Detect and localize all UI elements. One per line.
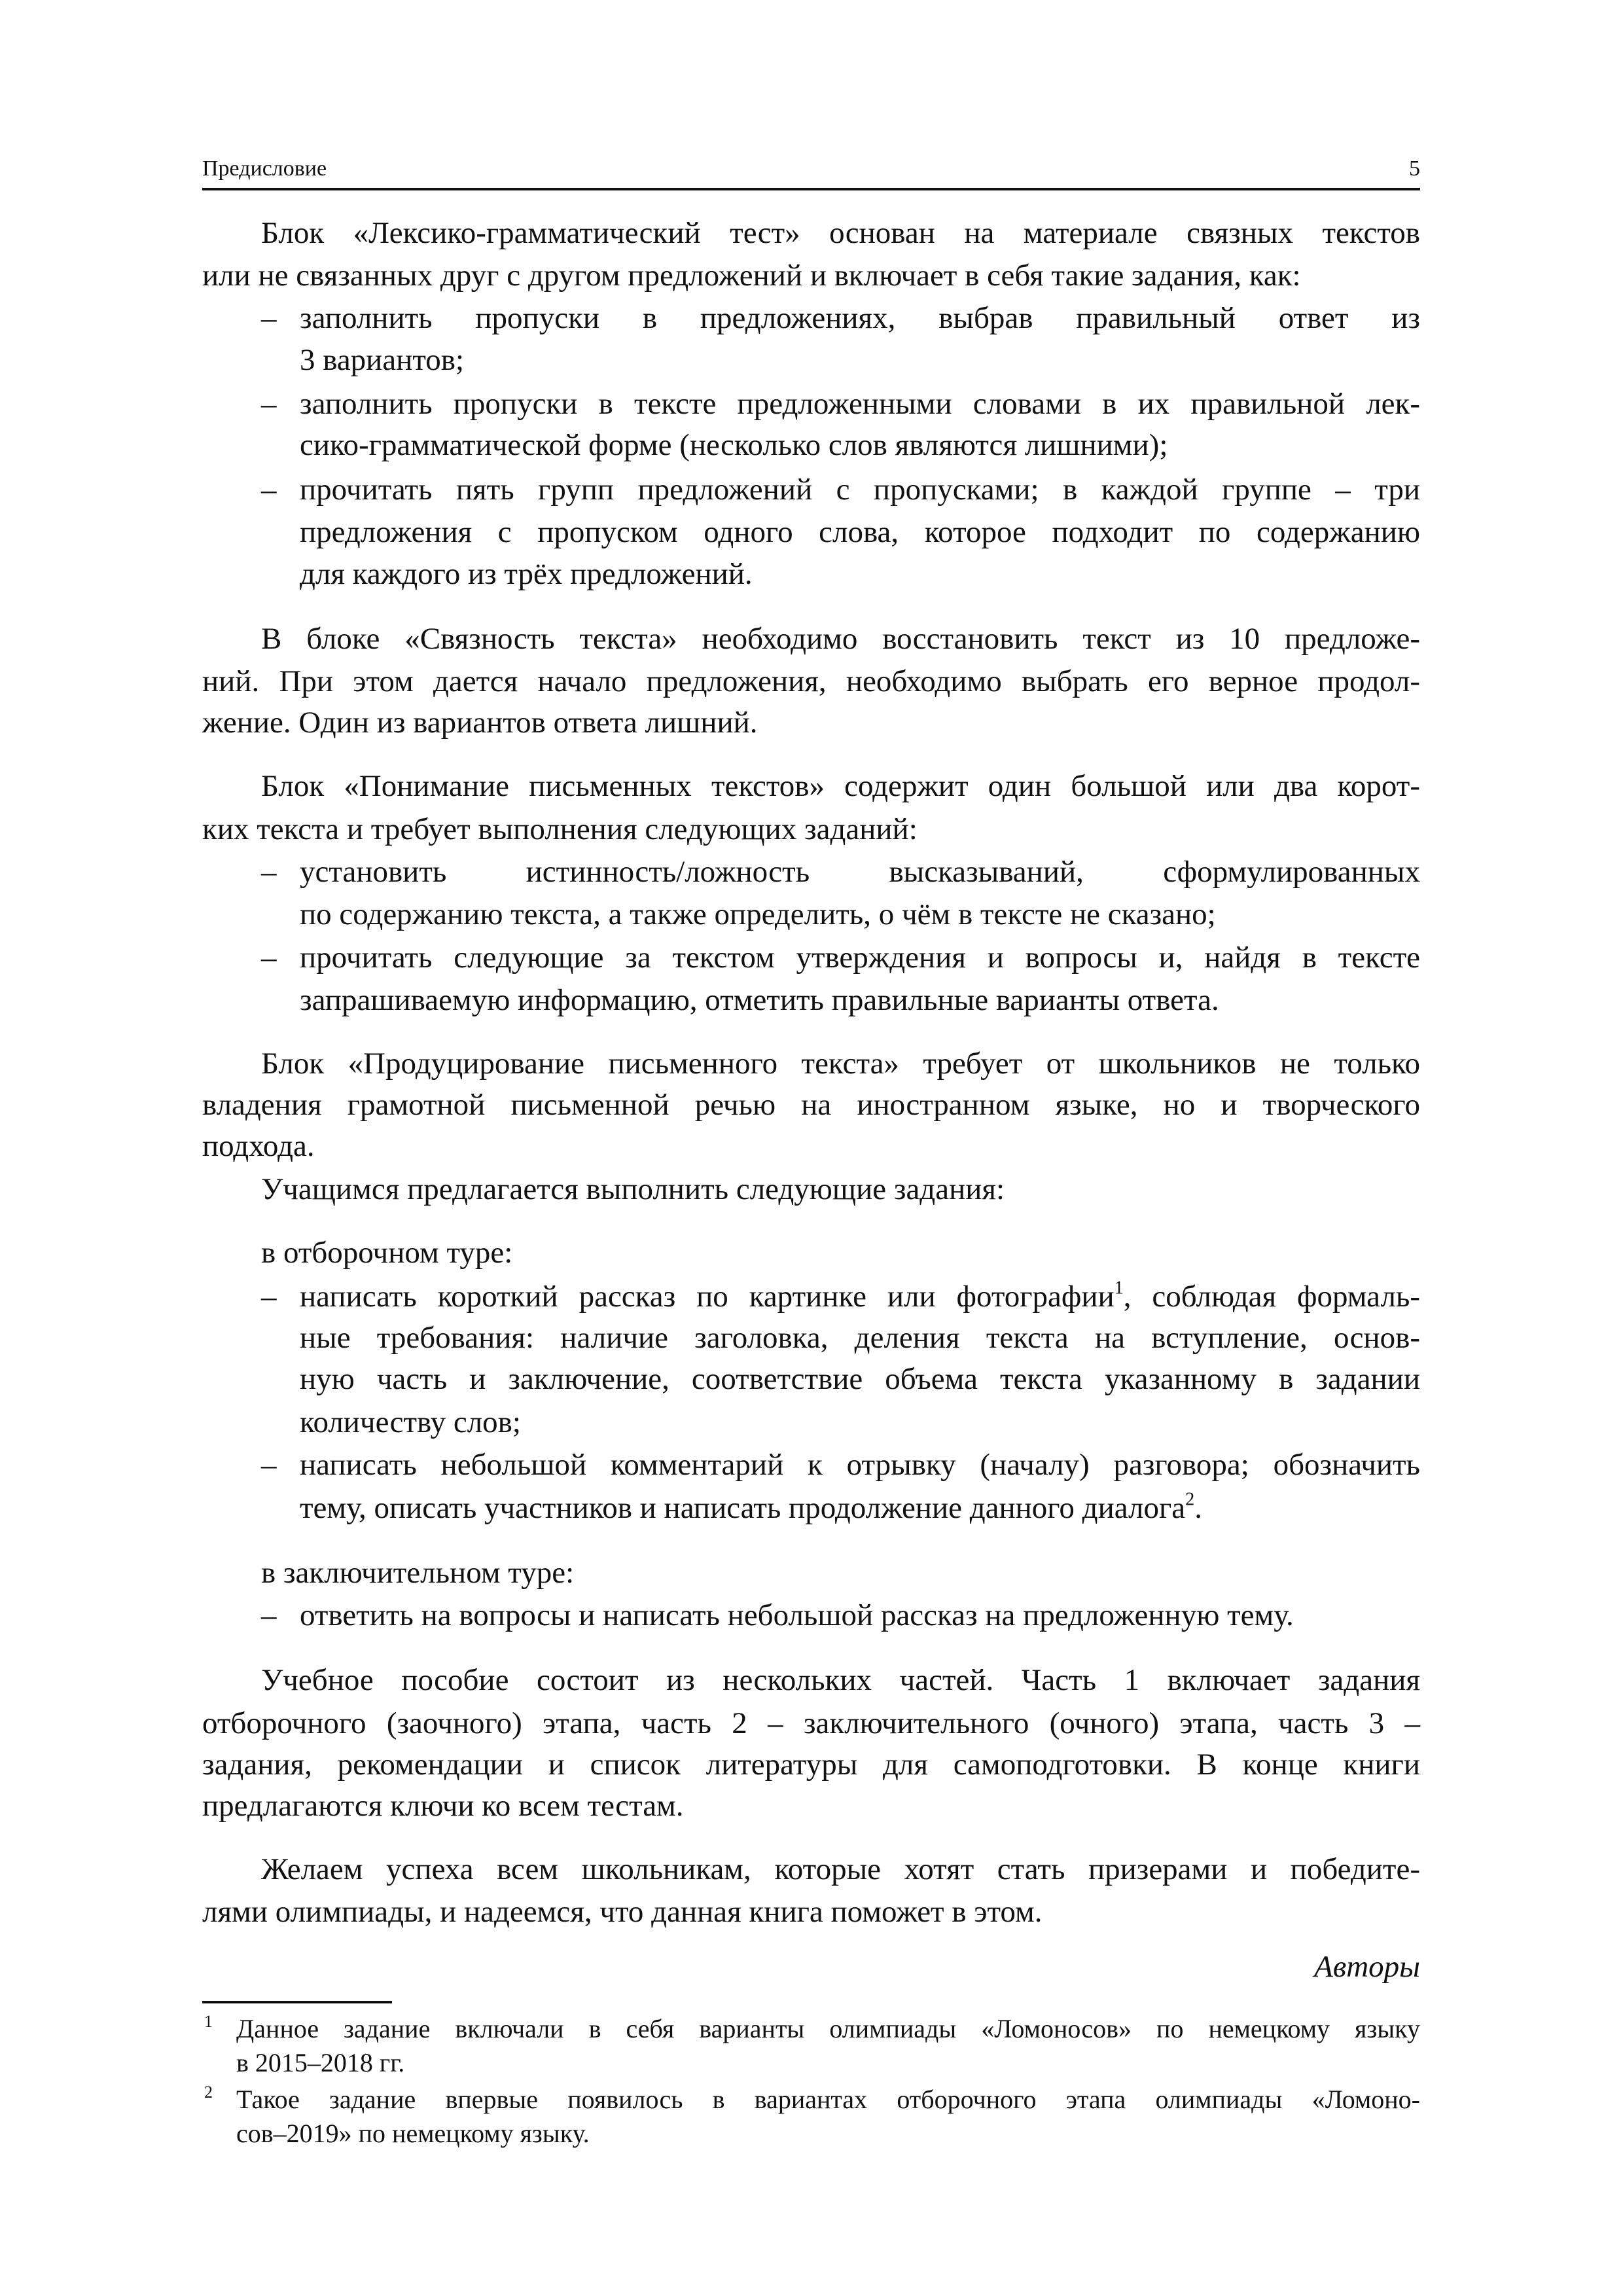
paragraph-line: Блок «Лексико-грамматический тест» основан на материале связных текстов [261,216,1420,250]
page-number: 5 [1409,156,1420,181]
text-run: , соблюдая формаль- [1123,1280,1420,1314]
footnote-separator [202,2001,392,2003]
paragraph-line: в отборочном туре: [261,1236,513,1270]
paragraph-line: Учебное пособие состоит из нескольких частей. Часть 1 включает задания [261,1663,1420,1697]
list-item-line: ную часть и заключение, соответствие объема текста указанному в задании [300,1362,1420,1396]
paragraph-line: подхода. [202,1129,315,1163]
paragraph-line: В блоке «Связность текста» необходимо восстановить текст из 10 предложе- [261,622,1420,656]
footnote-line: в 2015–2018 гг. [236,2048,405,2077]
text-run: написать короткий рассказ по картинке или фотографии [300,1280,1115,1314]
bullet-dash: – [261,473,277,507]
paragraph-line: отборочного (заочного) этапа, часть 2 – заключительного (очного) этапа, часть 3 – [202,1706,1420,1740]
paragraph-line: Желаем успеха всем школьникам, которые хотят стать призерами и победите- [261,1852,1420,1886]
footnote-ref[interactable]: 1 [1114,1278,1124,1299]
bullet-dash: – [261,301,277,335]
list-item-line: сико-грамматической форме (несколько слов являются лишними); [300,428,1168,462]
text-run: тему, описать участников и написать продолжение данного диалога [300,1491,1186,1525]
list-item-line: прочитать пять групп предложений с пропусками; в каждой группе – три [300,473,1420,507]
list-item-line: по содержанию текста, а также определить, о чём в тексте не сказано; [300,897,1216,931]
list-item-line: прочитать следующие за текстом утверждения и вопросы и, найдя в тексте [300,941,1420,975]
paragraph-line: Блок «Продуцирование письменного текста» требует от школьников не только [261,1047,1420,1081]
footnote-line: Данное задание включали в себя варианты олимпиады «Ломоносов» по немецкому языку [236,2014,1420,2043]
paragraph-line: предлагаются ключи ко всем тестам. [202,1789,684,1823]
list-item-line: установить истинность/ложность высказываний, сформулированных [300,855,1420,889]
paragraph-line: владения грамотной письменной речью на иностранном языке, но и творческого [202,1088,1420,1122]
paragraph-line: лями олимпиады, и надеемся, что данная книга поможет в этом. [202,1895,1043,1929]
text-run: . [1194,1491,1202,1525]
bullet-dash: – [261,387,277,421]
bullet-dash: – [261,1448,277,1482]
bullet-dash: – [261,1598,277,1632]
list-item-line: написать небольшой комментарий к отрывку (началу) разговора; обозначить [300,1448,1420,1482]
footnote-line: Такое задание впервые появилось в вариантах отборочного этапа олимпиады «Ломоно- [236,2085,1420,2114]
list-item-line: заполнить пропуски в тексте предложенными словами в их правильной лек- [300,387,1420,421]
paragraph-line: или не связанных друг с другом предложений и включает в себя такие задания, как: [202,259,1301,293]
list-item-line: количеству слов; [300,1405,521,1439]
list-item-line: 3 вариантов; [300,343,465,377]
bullet-dash: – [261,941,277,975]
running-header-section: Предисловие [202,156,327,181]
list-item-line [300,1487,1202,1530]
footnote-mark: 1 [204,2012,213,2031]
bullet-dash: – [261,1280,277,1314]
footnote-mark: 2 [204,2083,213,2102]
footnote-line: сов–2019» по немецкому языку. [236,2119,590,2148]
list-item-line: заполнить пропуски в предложениях, выбрав правильный ответ из [300,301,1420,335]
paragraph-line: в заключительном туре: [261,1556,575,1590]
paragraph-line: ний. При этом дается начало предложения, необходимо выбрать его верное продол- [202,664,1420,698]
paragraph-line: Блок «Понимание письменных текстов» содержит один большой или два корот- [261,769,1420,803]
list-item-line: для каждого из трёх предложений. [300,557,753,591]
list-item-line [300,1276,1420,1318]
header-rule [202,188,1420,190]
list-item-line: предложения с пропуском одного слова, которое подходит по содержанию [300,515,1420,549]
list-item-line: запрашиваемую информацию, отметить правильные варианты ответа. [300,983,1219,1017]
list-item-line: ные требования: наличие заголовка, деления текста на вступление, основ- [300,1321,1420,1355]
paragraph-line: задания, рекомендации и список литературы для самоподготовки. В конце книги [202,1748,1420,1782]
list-item-line: ответить на вопросы и написать небольшой рассказ на предложенную тему. [300,1598,1294,1632]
footnote-ref[interactable]: 2 [1185,1489,1195,1510]
paragraph-line: жение. Один из вариантов ответа лишний. [202,706,758,740]
bullet-dash: – [261,855,277,889]
paragraph-line: ких текста и требует выполнения следующих заданий: [202,812,918,846]
paragraph-line: Учащимся предлагается выполнить следующие задания: [261,1172,1005,1206]
signature: Авторы [1314,1950,1420,1984]
